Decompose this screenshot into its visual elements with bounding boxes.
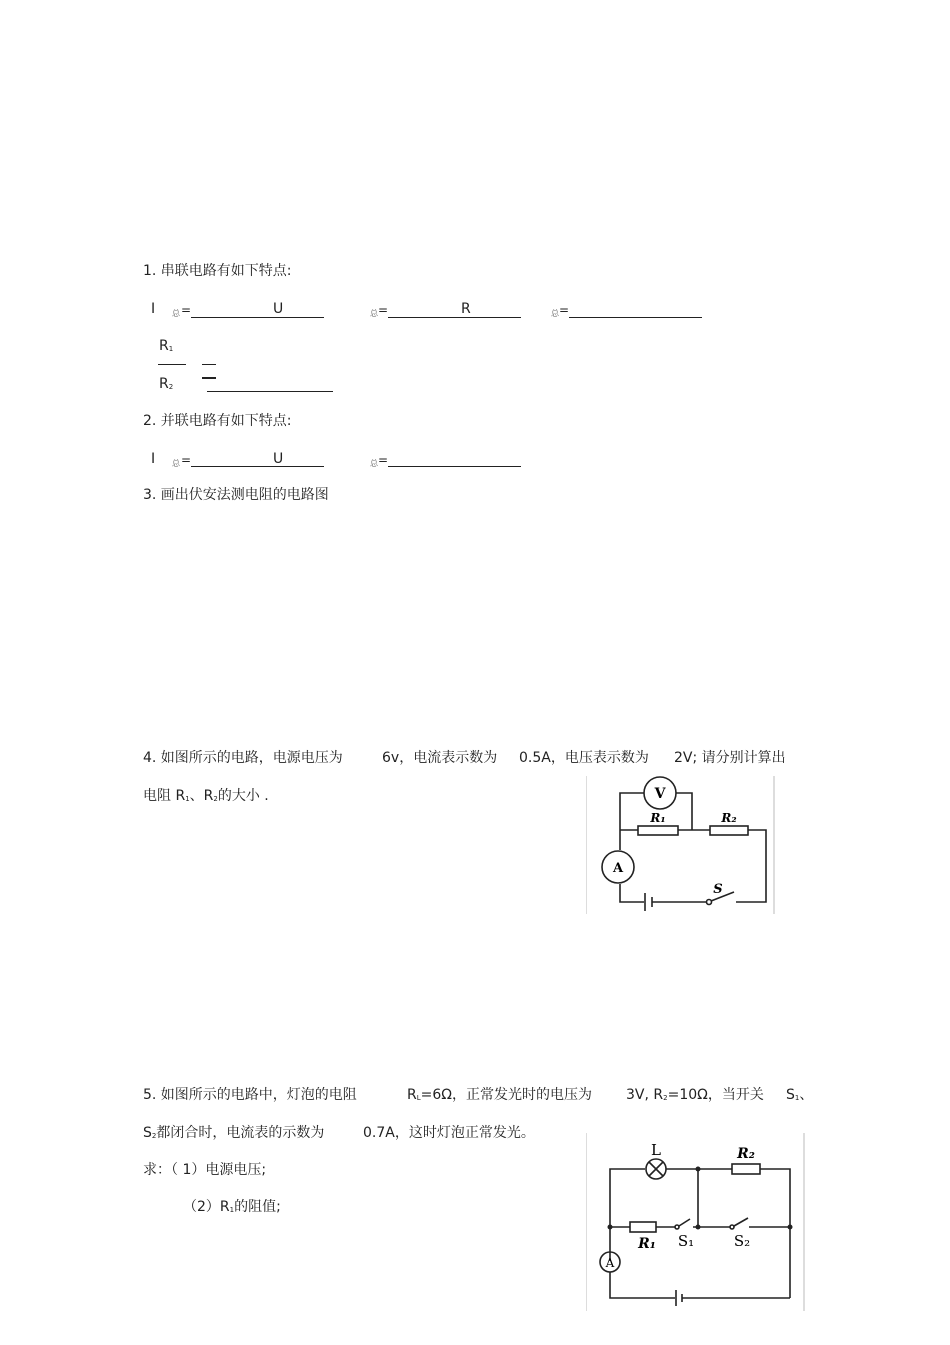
q2-current-label: I — [151, 451, 156, 467]
q5-line1-r2: 3V, R2=10Ω，当开关 — [626, 1087, 764, 1103]
q2-voltage-label: U — [273, 451, 284, 467]
q5-lamp-label: L — [651, 1141, 661, 1159]
q1-ratio-r1: R1 — [159, 338, 174, 354]
q4-line1-a: 4. 如图所示的电路，电源电压为 — [143, 750, 343, 766]
q1-resistance-label: R — [461, 301, 471, 317]
q5-r1-label: R₁ — [638, 1236, 656, 1252]
q5-s2-label: S₂ — [733, 1232, 751, 1250]
q5-line1-a: 5. 如图所示的电路中，灯泡的电阻 — [143, 1087, 357, 1103]
q1-sub-total-2: 总 — [370, 309, 378, 318]
q1-eq-2: = — [378, 303, 389, 317]
q1-ratio-blank-bar — [202, 377, 216, 379]
q1-ratio-fraction-bar — [158, 364, 186, 365]
q5-resistor-r2 — [732, 1164, 760, 1174]
q5-line2-c: 0.7A，这时灯泡正常发光。 — [363, 1125, 535, 1141]
q3-title: 3. 画出伏安法测电阻的电路图 — [143, 487, 329, 503]
q1-sub-total-1: 总 — [172, 309, 180, 318]
q5-circuit-figure — [586, 1133, 806, 1313]
q4-resistor-r1 — [638, 826, 678, 835]
q1-ratio-blank-top — [202, 364, 216, 365]
q5-ammeter-label: A — [605, 1256, 615, 1270]
q5-resistor-r1 — [630, 1222, 656, 1232]
q5-junction-2 — [696, 1167, 701, 1172]
q4-line1-d: 2V; 请分别计算出 — [674, 750, 786, 766]
q2-sub-total-2: 总 — [370, 459, 378, 468]
q2-blank-current[interactable] — [191, 466, 324, 467]
q5-switch-s2-blade — [734, 1218, 748, 1226]
q1-ratio-r2: R2 — [159, 376, 174, 392]
q5-line2-a: S2都闭合时，电流表的示数为 — [143, 1125, 325, 1141]
q5-junction-4 — [788, 1225, 793, 1230]
q5-s1-label: S₁ — [677, 1232, 695, 1250]
q5-switch-s2-pivot — [730, 1225, 734, 1229]
q2-title: 2. 并联电路有如下特点: — [143, 413, 292, 429]
q4-ammeter-label: A — [612, 861, 624, 876]
q1-current-label: I — [151, 301, 156, 317]
q5-junction-1 — [608, 1225, 613, 1230]
q4-r1-label: R₁ — [650, 811, 666, 825]
q5-switch-s1-blade — [679, 1219, 690, 1226]
q5-line1-rl: RL=6Ω，正常发光时的电压为 — [407, 1087, 592, 1103]
q4-line1-b: 6v，电流表示数为 — [382, 750, 498, 766]
q5-question-2: （2）R1的阻值; — [183, 1199, 281, 1215]
q5-line1-s1: S1、 — [786, 1087, 814, 1103]
q1-blank-resistance[interactable] — [569, 317, 702, 318]
q4-line1-c: 0.5A，电压表示数为 — [519, 750, 649, 766]
q2-blank-voltage[interactable] — [388, 466, 521, 467]
q1-eq-3: = — [559, 303, 570, 317]
q1-sub-total-3: 总 — [551, 309, 559, 318]
q4-r2-label: R₂ — [721, 811, 737, 825]
q4-switch-label: S — [713, 882, 723, 897]
q1-eq-1: = — [181, 303, 192, 317]
q1-blank-voltage[interactable] — [388, 317, 521, 318]
q1-voltage-label: U — [273, 301, 284, 317]
q1-title: 1. 串联电路有如下特点: — [143, 263, 292, 279]
q2-eq-1: = — [181, 453, 192, 467]
q1-blank-ratio[interactable] — [207, 391, 333, 392]
q4-resistor-r2 — [710, 826, 748, 835]
q5-junction-3 — [696, 1225, 701, 1230]
q1-blank-current[interactable] — [191, 317, 324, 318]
q5-r2-label: R₂ — [737, 1146, 755, 1162]
q2-eq-2: = — [378, 453, 389, 467]
q4-voltmeter-label: V — [654, 786, 666, 802]
q5-question-1: 求：（ 1）电源电压; — [143, 1162, 267, 1178]
q4-circuit-figure — [586, 776, 776, 914]
q5-switch-s1-pivot — [675, 1225, 679, 1229]
q2-sub-total-1: 总 — [172, 459, 180, 468]
q4-line2: 电阻 R1、R2的大小 . — [143, 788, 269, 804]
